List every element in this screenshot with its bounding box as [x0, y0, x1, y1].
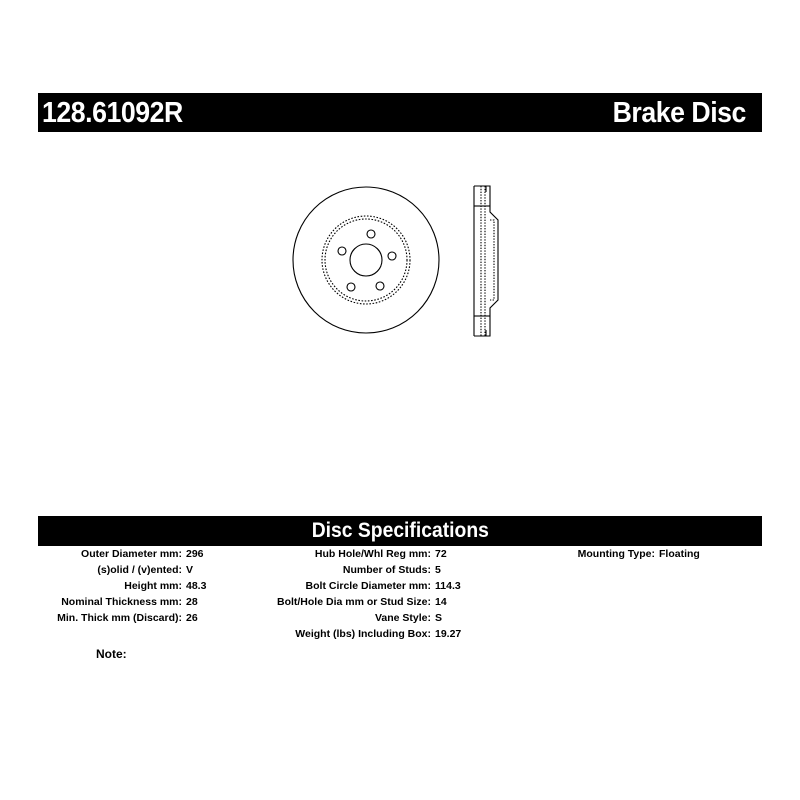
note-label: Note: — [96, 647, 127, 661]
spec-label: Vane Style: — [374, 612, 431, 624]
spec-label: Bolt/Hole Dia mm or Stud Size: — [276, 596, 431, 608]
part-number: 128.61092R — [42, 97, 183, 129]
stud-hole-4 — [347, 283, 355, 291]
spec-value: Floating — [659, 548, 700, 560]
spec-label: Hub Hole/Whl Reg mm: — [314, 548, 431, 560]
disc-side-view — [474, 186, 498, 336]
spec-value: V — [186, 564, 194, 576]
spec-value: 296 — [186, 548, 204, 560]
spec-label: Outer Diameter mm: — [81, 548, 182, 560]
spec-label: (s)olid / (v)ented: — [97, 564, 182, 576]
spec-value: 5 — [435, 564, 441, 576]
spec-value: S — [435, 612, 443, 624]
spec-value: 72 — [435, 548, 447, 560]
disc-outer-edge — [293, 187, 439, 333]
spec-value: 28 — [186, 596, 198, 608]
spec-label: Nominal Thickness mm: — [61, 596, 182, 608]
spec-value: 48.3 — [186, 580, 207, 592]
spec-value: 114.3 — [435, 580, 461, 592]
spec-label: Weight (lbs) Including Box: — [295, 628, 431, 640]
spec-label: Min. Thick mm (Discard): — [57, 612, 182, 624]
spec-value: 26 — [186, 612, 198, 624]
spec-label: Height mm: — [124, 580, 182, 592]
spec-label: Bolt Circle Diameter mm: — [305, 580, 431, 592]
spec-value: 19.27 — [435, 628, 462, 640]
spec-label: Mounting Type: — [577, 548, 655, 560]
stud-hole-1 — [367, 230, 375, 238]
document-type: Brake Disc — [612, 97, 746, 129]
spec-label: Number of Studs: — [342, 564, 431, 576]
stud-hole-3 — [376, 282, 384, 290]
spec-value: 14 — [435, 596, 447, 608]
stud-hole-2 — [388, 252, 396, 260]
specifications-title: Disc Specifications — [311, 519, 489, 542]
specifications-bar — [38, 516, 762, 546]
friction-inner-edge — [322, 216, 410, 304]
disc-front-view — [293, 187, 439, 333]
hat-edge — [325, 219, 407, 301]
hub-hole — [350, 244, 382, 276]
stud-hole-5 — [338, 247, 346, 255]
